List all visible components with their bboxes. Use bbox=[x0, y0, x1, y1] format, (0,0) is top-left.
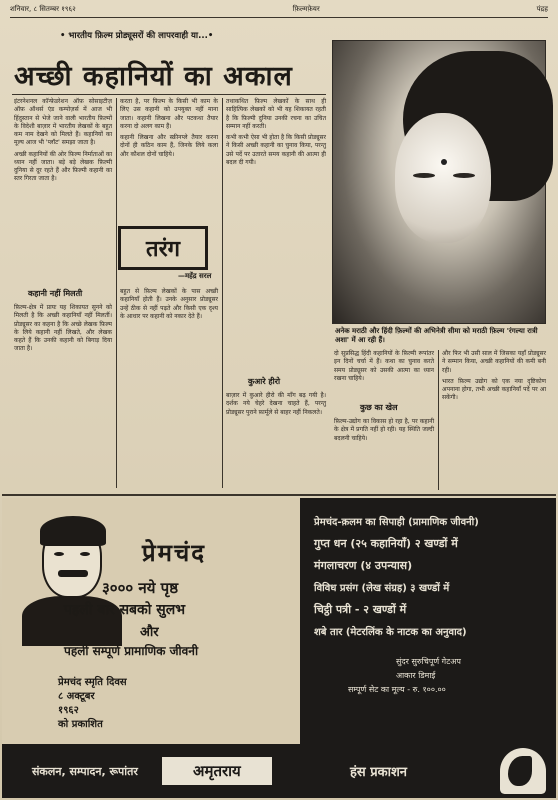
article-column-3b bbox=[226, 392, 326, 420]
portrait-eye bbox=[80, 552, 90, 556]
subheading-game: कुछ का खेल bbox=[360, 403, 398, 412]
header-page-number: पंद्रह bbox=[536, 5, 548, 13]
actress-photo bbox=[332, 40, 546, 324]
paragraph: बहुत से फ़िल्म लेखकों के पास अच्छी कहानियाँ होती हैं। उनके अनुसार प्रोड्यूसर उन्हें ठीक से नहीं पढ़ते और किसी एक दृश्य के आधार पर कहानी को नकार देते हैं। bbox=[120, 288, 218, 320]
ad-footer-author: अमृतराय bbox=[162, 757, 272, 785]
publisher-name: हंस प्रकाशन bbox=[350, 765, 408, 780]
ad-book-item: गुप्त धन (२५ कहानियाँ) २ खण्डों में bbox=[314, 537, 458, 550]
paragraph: फ़िल्म-उद्योग का विकास हो रहा है, पर कहानी के क्षेत्र में प्रगति नहीं हो रही। यह स्थिति जल्दी बदलनी चाहिये। bbox=[334, 418, 434, 442]
header-publication: फ़िल्मफ़ेयर bbox=[292, 5, 320, 13]
ad-book-item: विविध प्रसंग (लेख संग्रह) ३ खण्डों में bbox=[314, 583, 450, 594]
article-column-2 bbox=[120, 98, 218, 162]
ad-line-pages: ३००० नये पृष्ठ bbox=[102, 579, 179, 597]
paragraph: कभी कभी ऐसा भी होता है कि किसी प्रोड्यूसर ने किसी अच्छी कहानी का चुनाव किया, परन्तु उसे पर्दे पर उतारते समय कहानी की आत्मा ही बदल दी गयी। bbox=[226, 134, 326, 166]
ad-line-biography: पहली सम्पूर्ण प्रामाणिक जीवनी bbox=[64, 644, 199, 658]
photo-eye bbox=[413, 173, 435, 178]
ad-publication-date bbox=[58, 676, 127, 732]
ad-book-list bbox=[300, 498, 556, 744]
ad-line-accessible: पहली बार सबको सुलभ bbox=[64, 602, 186, 618]
article-headline: अच्छी कहानियों का अकाल bbox=[14, 61, 293, 92]
ad-separator bbox=[2, 494, 556, 496]
ad-price: सम्पूर्ण सेट का मूल्य - रु. १००.०० bbox=[348, 685, 446, 694]
article-column-2b bbox=[120, 288, 218, 324]
paragraph: करता है, पर फ़िल्म के किसी भी काम के लिए उस कहानी को उपयुक्त नहीं माना जाता। कहानी लिखना और पटकथा तैयार करना दो अलग काम हैं। bbox=[120, 98, 218, 130]
portrait-moustache bbox=[58, 570, 88, 577]
ad-date-line: १९६२ bbox=[58, 705, 79, 716]
portrait-eye bbox=[54, 552, 64, 556]
subheading-no-story: कहानी नहीं मिलती bbox=[28, 289, 83, 298]
paragraph: बाज़ार में कुआरे हीरो की माँग बढ़ गयी है। दर्शक नये चेहरे देखना चाहते हैं, परन्तु प्रोड्यूसर पुराने फ़ार्मूले से बाहर नहीं निकलते। bbox=[226, 392, 326, 416]
article-column-4b bbox=[334, 418, 434, 446]
article-column-1b bbox=[14, 304, 112, 357]
running-header bbox=[10, 4, 548, 18]
column-divider bbox=[438, 350, 439, 490]
paragraph: फ़िल्म-क्षेत्र में प्रायः यह शिकायत सुनने को मिलती है कि अच्छी कहानियाँ नहीं मिलतीं। प्रोड्यूसर का कहना है कि अच्छे लेखक फ़िल्म के लिये कहानी नहीं लिखते, और लेखक कहते हैं कि उनकी कहानी को बिगाड़ दिया जाता है। bbox=[14, 304, 112, 353]
paragraph: तथाकथित फ़िल्म लेखकों के साथ ही साहित्यिक लेखकों को भी यह शिकायत रहती है कि फ़िल्मी दुनिया उनकी रचना का उचित सम्मान नहीं करती। bbox=[226, 98, 326, 130]
ad-detail: सुंदर सुरुचिपूर्ण गेटअप bbox=[396, 657, 461, 666]
paragraph: कहानी लिखना और स्क्रीनप्ले तैयार करना दोनों ही कठिन काम हैं, जिनके लिये कला और कौशल दोनों चाहिये। bbox=[120, 134, 218, 158]
article-kicker: • भारतीय फ़िल्म प्रोड्यूसरों की लापरवाही या...• bbox=[60, 31, 214, 41]
paragraph: दो सुप्रसिद्ध हिंदी कहानियों के फ़िल्मी रूपांतर इन दिनों चर्चा में हैं। कथा का चुनाव करते समय प्रोड्यूसर को उसकी आत्मा का ध्यान रखना चाहिये। bbox=[334, 350, 434, 382]
photo-face bbox=[395, 113, 491, 243]
paragraph: और फिर भी उसी साल में जिसका यहाँ प्रोड्यूसर ने सम्मान किया, अच्छी कहानियों की कमी बनी रही। bbox=[442, 350, 546, 374]
ad-book-item: प्रेमचंद-क़लम का सिपाही (प्रामाणिक जीवनी) bbox=[314, 517, 479, 528]
photo-eye bbox=[453, 173, 475, 178]
ad-book-item: मंगलाचरण (४ उपन्यास) bbox=[314, 559, 413, 572]
column-divider bbox=[116, 98, 117, 488]
ad-date-line: को प्रकाशित bbox=[58, 719, 103, 730]
tarang-box: तरंग bbox=[118, 226, 208, 270]
headline-rule bbox=[12, 94, 326, 95]
paragraph: भारत फ़िल्म उद्योग को एक नया दृष्टिकोण अपनाना होगा, तभी अच्छी कहानियाँ पर्दे पर आ सकेंगी। bbox=[442, 377, 546, 402]
article-column-4 bbox=[334, 350, 434, 386]
ad-footer-bar bbox=[2, 744, 302, 798]
ad-date-line: ८ अक्टूबर bbox=[58, 691, 95, 702]
premchand-portrait bbox=[14, 508, 126, 646]
paragraph: अच्छी कहानियों की ओर फ़िल्म निर्माताओं का ध्यान नहीं जाता। बड़े बड़े लेखक फ़िल्मी दुनिया से दूर रहते हैं और फ़िल्मी कहानी का स्तर गिरता जाता है। bbox=[14, 150, 112, 183]
paragraph: इंटरनेशनल कॉन्फ़ेडरेशन ऑफ़ सोसाइटीज़ ऑफ़ ऑथर्स एंड कम्पोज़र्स में आज भी हिंदुस्तान से भेजे जाने वाली भारतीय फ़िल्मों के विदेशी बाज़ार में भारतीय लेखकों के बहुत कम नाम देखने को मिलते हैं। कहानियों का मूल्य आज भी 'प्लॉट' समझा जाता है। bbox=[14, 98, 112, 147]
ad-book-item: चिट्ठी पत्री - २ खण्डों में bbox=[314, 603, 407, 616]
swan-logo-icon bbox=[500, 748, 546, 794]
ad-book-item: शबे तार (मेटरलिंक के नाटक का अनुवाद) bbox=[314, 627, 467, 638]
ad-line-and: और bbox=[140, 625, 159, 640]
ad-title: प्रेमचंद bbox=[142, 538, 206, 567]
tarang-author: —महेंद्र सरल bbox=[178, 272, 212, 280]
photo-caption: अनेक मराठी और हिंदी फ़िल्मों की अभिनेत्री सीमा को मराठी फ़िल्म 'रंगल्या रात्री अशा' में आ रही हैं। bbox=[335, 327, 538, 345]
header-date: शनिवार, ८ सितम्बर १९६२ bbox=[10, 5, 76, 13]
ad-footer-credits: संकलन, सम्पादन, रूपांतर bbox=[32, 764, 138, 778]
subheading-bachelor-hero: कुआरे हीरो bbox=[248, 377, 281, 386]
column-divider bbox=[222, 98, 223, 488]
ad-date-line: प्रेमचंद स्मृति दिवस bbox=[58, 677, 127, 688]
article-column-1 bbox=[14, 98, 112, 187]
portrait-hair bbox=[40, 516, 106, 546]
premchand-advertisement bbox=[2, 498, 300, 798]
photo-bindi bbox=[441, 159, 447, 165]
publisher-bar bbox=[300, 744, 556, 798]
ad-detail: आकार डिमाई bbox=[396, 671, 436, 680]
article-column-3 bbox=[226, 98, 326, 170]
article-column-5 bbox=[442, 350, 546, 406]
